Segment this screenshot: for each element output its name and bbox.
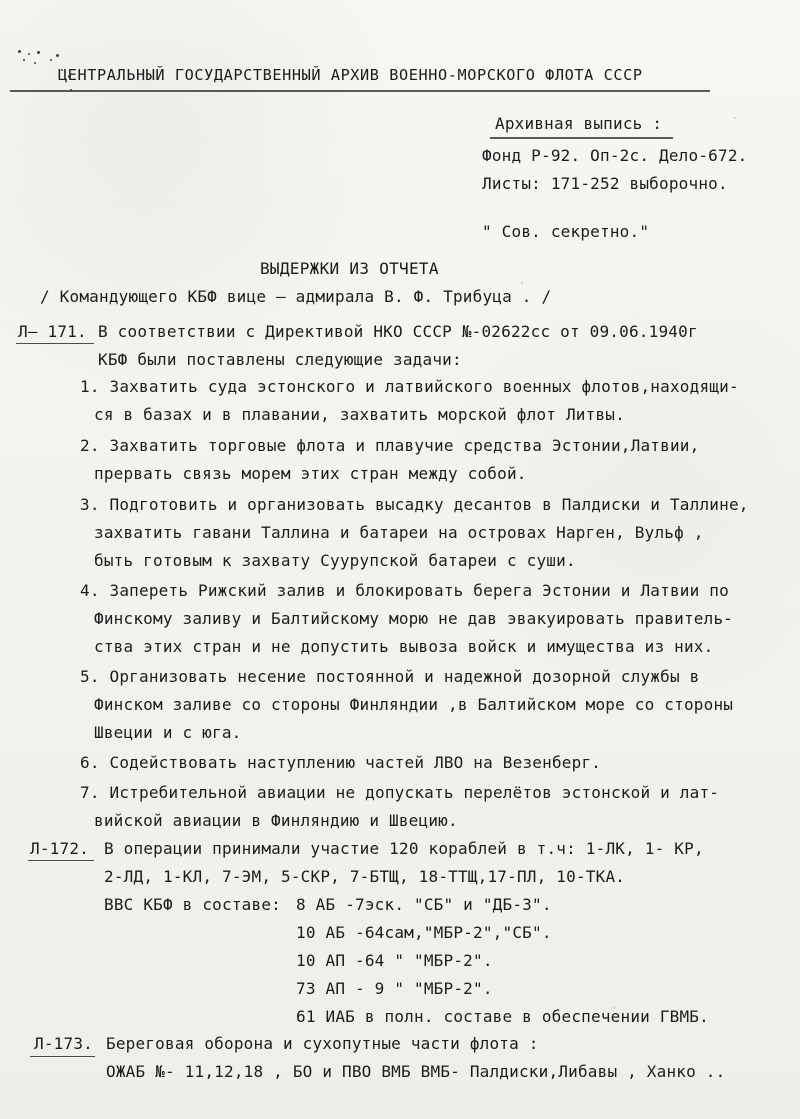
l173-line-1: Береговая оборона и сухопутные части флота :: [106, 1034, 539, 1053]
l172-aviation-row-3: 10 АП -64 " "МБР-2".: [296, 951, 493, 970]
archive-extract-line-2: Листы: 171-252 выборочно.: [482, 174, 728, 193]
l172-aviation-row-4: 73 АП - 9 " "МБР-2".: [296, 979, 493, 998]
l172-aviation-row-2: 10 АБ -64сам,"МБР-2","СБ".: [296, 923, 552, 942]
archive-extract-line-1: Фонд Р-92. Оп-2с. Дело-672.: [482, 146, 748, 165]
section-ref-l173-underline: [30, 1056, 95, 1057]
l171-task-line-11: 5. Организовать несение постоянной и надежной дозорной службы в: [80, 667, 700, 686]
l171-task-line-16: вийской авиации в Финляндию и Швецию.: [94, 811, 458, 830]
l171-task-line-10: ства этих стран и не допустить вывоза войск и имущества из них.: [94, 637, 714, 656]
document-title: ВЫДЕРЖКИ ИЗ ОТЧЕТА: [260, 259, 439, 278]
l172-aviation-row-1: 8 АБ -7эск. "СБ" и "ДБ-3".: [296, 895, 552, 914]
l171-line-1: В соответствии с Директивой НКО СССР №-02622сс от 09.06.1940г: [98, 322, 698, 341]
l171-task-line-4: прервать связь морем этих стран между собой.: [94, 464, 527, 483]
l171-line-2: КБФ были поставлены следующие задачи:: [98, 350, 462, 369]
l172-line-1: В операции принимали участие 120 кораблей в т.ч: 1-ЛК, 1- КР,: [104, 839, 704, 858]
l171-task-line-2: ся в базах и в плавании, захватить морской флот Литвы.: [94, 405, 625, 424]
l171-task-line-8: 4. Запереть Рижский залив и блокировать берега Эстонии и Латвии по: [80, 581, 729, 600]
archive-header: ЦЕНТРАЛЬНЫЙ ГОСУДАРСТВЕННЫЙ АРХИВ ВОЕННО-МОРСКОГО ФЛОТА СССР: [58, 66, 643, 84]
l171-task-line-14: 6. Содействовать наступлению частей ЛВО на Везенберг.: [80, 753, 602, 772]
scan-speck: [613, 1007, 615, 1009]
document-subtitle: / Командующего КБФ вице – адмирала В. Ф. Трибуца . /: [40, 287, 552, 306]
scan-speck: [521, 282, 523, 284]
l171-task-line-3: 2. Захватить торговые флота и плавучие средства Эстонии,Латвии,: [80, 436, 700, 455]
l171-task-line-9: Финскому заливу и Балтийскому морю не дав эвакуировать правитель-: [94, 609, 734, 628]
section-ref-l171: Л– 171.: [18, 322, 87, 341]
section-ref-l173: Л-173.: [34, 1034, 93, 1053]
l171-task-line-12: Финском заливе со стороны Финляндии ,в Балтийском море со стороны: [94, 695, 734, 714]
l172-line-2: 2-ЛД, 1-КЛ, 7-ЭМ, 5-СКР, 7-БТЩ, 18-ТТЩ,17-ПЛ, 10-ТКА.: [104, 867, 626, 886]
scan-speck: [681, 708, 683, 710]
scan-speck: [734, 117, 736, 119]
l171-task-line-5: 3. Подготовить и организовать высадку десантов в Палдиски и Таллине,: [80, 495, 749, 514]
l171-task-line-13: Швеции и с юга.: [94, 723, 242, 742]
classification-label: " Сов. секретно.": [482, 222, 650, 241]
archive-extract-underline: [490, 137, 673, 139]
l171-task-line-1: 1. Захватить суда эстонского и латвийского военных флотов,находящи-: [80, 377, 739, 396]
l171-task-line-7: быть готовым к захвату Суурупской батареи с суши.: [94, 551, 576, 570]
l171-task-line-6: захватить гавани Таллина и батареи на островах Нарген, Вульф ,: [94, 523, 704, 542]
section-ref-l172: Л-172.: [30, 839, 89, 858]
archive-extract-title: Архивная выпись :: [495, 114, 663, 133]
section-ref-l172-underline: [28, 860, 94, 861]
l173-line-2: ОЖАБ №- 11,12,18 , БО и ПВО ВМБ ВМБ- Палдиски,Либавы , Ханко ..: [106, 1062, 726, 1081]
l171-task-line-15: 7. Истребительной авиации не допускать перелётов эстонской и лат-: [80, 783, 720, 802]
section-ref-l171-underline: [16, 343, 94, 344]
l172-aviation-label: ВВС КБФ в составе:: [104, 895, 281, 914]
l172-aviation-row-5: 61 ИАБ в полн. составе в обеспечении ГВМБ.: [296, 1007, 709, 1026]
header-underline: [10, 90, 710, 92]
